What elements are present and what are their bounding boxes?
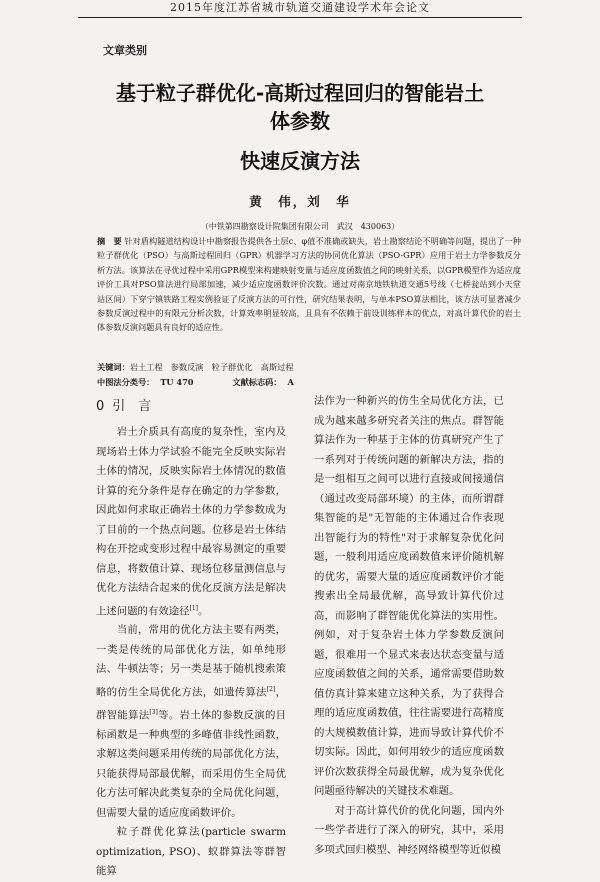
- abstract-text: 针对盾构隧道结构设计中勘察报告提供各土层c、φ值不准确或缺失，岩土勘察结论不明确等问题，提出了一种粒子群优化（PSO）与高斯过程回归（GPR）机器学习方法的协同优化算法（PSO-GPR）应用于岩土力学参数反分析方法。该算法在寻优过程中采用GPR模型来构建映射变量与适应度函数值之间的映射关系，以GPR模型作为适应度评价工具对PSO算法进行局部加速，减少适应度函数评价次数。通过对南京地铁轨道交通5号线（七桥瓮站到小天堂站区间）下穿宁镇铁路工程实例验证了反演方法的可行性，研究结果表明，与单本PSO算法相比，该方法可显著减少参数反演过程中的有限元分析次数，计算效率明显较高，且具有不依赖于前设训练样本的优点，对高计算代价的岩土体参数反演问题具有良好的适应性。: [97, 236, 521, 333]
- title-line-1: 基于粒子群优化-高斯过程回归的智能岩土: [115, 81, 485, 105]
- paragraph: 粒子群优化算法(particle swarm optimization, PSO)、蚁群算法等群智能算: [96, 826, 286, 878]
- citation: [2]: [266, 685, 276, 693]
- clc-label: 中图法分类号：: [97, 377, 155, 387]
- section-heading: [96, 396, 286, 418]
- keywords: [97, 361, 521, 373]
- authors: 黄 伟，刘 华: [249, 194, 351, 209]
- affiliation: （中铁第四勘察设计院集团有限公司 武汉 430063）: [200, 222, 400, 231]
- classification: [97, 376, 521, 388]
- citation: [3]: [149, 708, 158, 716]
- article-category: 文章类别: [103, 44, 147, 57]
- title-line-3: 快速反演方法: [240, 149, 360, 173]
- clc-value: TU 470: [160, 377, 194, 387]
- abstract: [97, 234, 521, 335]
- citation: [1]: [189, 604, 199, 612]
- header-rule: [78, 17, 522, 18]
- keywords-text: 岩土工程 参数反演 粒子群优化 高斯过程: [129, 362, 294, 372]
- right-column: [314, 392, 504, 860]
- abstract-label: 摘 要: [97, 236, 122, 246]
- doc-code-label: 文献标志码：: [232, 377, 282, 387]
- title-line-2: 体参数: [270, 109, 330, 133]
- paragraph: 当前，常用的优化方法主要有两类，一类是传统的局部优化方法，如单纯形法、牛顿法等；另一类是基于随机搜索策略的仿生全局优化方法，如遗传算法[2]，群智能算法[3]等。岩土体的参数反演的目标函数是一种典型的多峰值非线性函数，求解这类问题采用传统的局部优化方法，只能获得局部最优解，而采用仿生全局优化方法可解决此类复杂的全局优化问题，但需要大量的适应度函数评价。: [96, 624, 287, 819]
- running-header: 2015年度江苏省城市轨道交通建设学术年会论文: [170, 1, 430, 14]
- left-column: [96, 392, 286, 882]
- keywords-label: 关键词：: [97, 362, 130, 372]
- doc-code-value: A: [287, 377, 294, 387]
- paragraph: 岩土介质具有高度的复杂性，室内及现场岩土体力学试验不能完全反映实际岩土体的情况，反映实际岩土体情况的数值计算的充分条件是存在确定的力学参数，因此如何求取正确岩土体的力学参数成为了目前的一个热点问题。位移是岩土体结构在开挖或变形过程中最容易测定的重要信息，将数值计算、现场位移量测信息与优化方法结合起来的优化反演方法是解决上述问题的有效途径[1]。: [96, 426, 286, 617]
- paragraph: 对于高计算代价的优化问题，国内外一些学者进行了深入的研究，其中，采用多项式回归模型、神经网络模型等近似模: [314, 804, 504, 856]
- section-number: 0: [96, 399, 105, 414]
- section-title: 引 言: [112, 399, 152, 414]
- paragraph: 法作为一种新兴的仿生全局优化方法，已成为越来越多研究者关注的焦点。群智能算法作为一种基于主体的仿真研究产生了一系列对于传统问题的新解决方法，指的是一组相互之间可以进行直接或间接通信（通过改变局部环境）的主体，而所谓群集智能的是"无智能的主体通过合作表现出智能行为的特性"对于求解复杂优化问题，一般利用适应度函数值来评价随机解的优劣，需要大量的适应度函数评价才能搜索出全局最优解，高导致计算代价过高，而影响了群智能优化算法的实用性。例如，对于复杂岩土体力学参数反演问题，很难用一个显式来表达状态变量与适应度函数值之间的关系，通常需要借助数值仿真计算来建立这种关系，为了获得合理的适应度函数值，往往需要进行高精度的大规模数值计算，进而导致计算代价不切实际。因此，如何用较少的适应度函数评价次数获得全局最优解，成为复杂优化问题亟待解决的关键技术难题。: [314, 395, 504, 797]
